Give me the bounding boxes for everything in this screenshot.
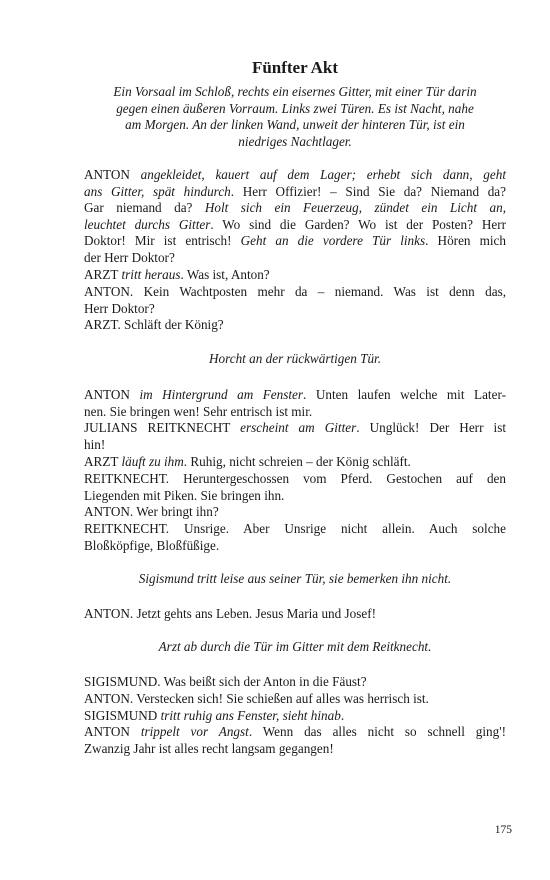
stage-note: Holt sich ein Feuerzeug, zündet ein Licht an, [204, 200, 506, 216]
speech: . Herr Offizier! – Sind Sie da? Niemand da? [230, 183, 506, 199]
stage-direction-2 [84, 351, 506, 368]
text-line: Liegenden mit Piken. Sie bringen ihn. [84, 487, 285, 503]
speech: . Unten laufen welche mit Later- [303, 387, 506, 402]
dialogue-sigismund-1 [84, 674, 506, 691]
speech: . [340, 708, 345, 723]
stage-note: leuchtet durchs Gitter [84, 216, 211, 232]
text-line [84, 708, 506, 725]
stage-note: trippelt vor Angst [140, 724, 249, 739]
text-line [84, 200, 506, 217]
speaker: ARZT [84, 454, 122, 469]
text-line [84, 233, 506, 250]
speech: . Wenn das alles nicht so schnell ging'! [248, 724, 506, 739]
text-line [84, 217, 506, 234]
text-line [84, 167, 506, 184]
speaker: ARZT [84, 267, 122, 282]
stage-line: niedriges Nachtlager. [238, 133, 352, 149]
dialogue-anton-6 [84, 691, 506, 708]
text-line: ANTON. Wer bringt ihn? [84, 504, 219, 519]
text-line: ANTON. Verstecken sich! Sie schießen auf alles was herrisch ist. [84, 691, 429, 706]
stage-line: gegen einen äußeren Vorraum. Links zwei Türen. Es ist Nacht, nahe [116, 100, 474, 116]
text-line [84, 724, 506, 741]
stage-note: im Hintergrund am Fenster [139, 387, 304, 402]
speaker: JULIANS REITKNECHT [84, 420, 241, 435]
dialogue-sigismund-2 [84, 708, 506, 725]
dialogue-arzt-3 [84, 454, 506, 471]
speech: . Hören mich [425, 233, 506, 249]
dialogue-anton-4 [84, 504, 506, 521]
stage-note: angekleidet, kauert auf dem Lager; erhebt sich dann, geht [140, 167, 506, 182]
speech: . Wo sind die Garden? Wo ist der Posten? Herr [210, 216, 506, 232]
text-line: SIGISMUND. Was beißt sich der Anton in die Fäust? [84, 674, 367, 689]
stage-note: ans Gitter, spät hindurch [84, 183, 231, 199]
text-line: ARZT. Schläft der König? [84, 317, 224, 332]
text-line: Zwanzig Jahr ist alles recht langsam gegangen! [84, 740, 334, 756]
dialogue-arzt-2 [84, 317, 506, 334]
text-line: REITKNECHT. Unsrige. Aber Unsrige nicht allein. Auch solche [84, 521, 506, 536]
speech: . Unglück! Der Herr ist [356, 420, 506, 435]
stage-direction-4 [84, 639, 506, 656]
dialogue-anton-5 [84, 606, 506, 623]
stage-line: Sigismund tritt leise aus seiner Tür, sie bemerken ihn nicht. [138, 571, 452, 586]
act-heading: Fünfter Akt [251, 58, 339, 77]
stage-note: erscheint am Gitter [240, 420, 357, 435]
stage-line: Horcht an der rückwärtigen Tür. [208, 351, 382, 366]
stage-note: Geht an die vordere Tür links [240, 233, 426, 249]
dialogue-reitknecht-2 [84, 471, 506, 504]
text-line: der Herr Doktor? [84, 249, 175, 265]
speech: Gar niemand da? [84, 200, 205, 216]
stage-direction-3 [84, 571, 506, 588]
stage-line: Ein Vorsaal im Schloß, rechts ein eisernes Gitter, mit einer Tür darin [113, 84, 477, 99]
speech: . Was ist, Anton? [180, 267, 270, 282]
dialogue-anton-2 [84, 284, 506, 317]
text-line: ANTON. Kein Wachtposten mehr da – niemand. Was ist denn das, [84, 284, 506, 299]
text-line: hin! [84, 436, 106, 452]
speech: Doktor! Mir ist entrisch! [84, 233, 241, 249]
speaker: ANTON [84, 387, 140, 402]
dialogue-anton-7 [84, 724, 506, 757]
dialogue-anton-1 [84, 167, 506, 267]
stage-direction-intro [84, 84, 506, 150]
dialogue-reitknecht-3 [84, 521, 506, 554]
speaker: ANTON [84, 724, 141, 739]
dialogue-arzt-1 [84, 267, 506, 284]
speaker: ANTON [84, 167, 141, 182]
text-line [84, 420, 506, 437]
text-line [84, 184, 506, 201]
text-line: Herr Doktor? [84, 300, 155, 316]
text-line [84, 454, 506, 471]
text-line: Bloßköpfige, Bloßfüßige. [84, 537, 220, 553]
dialogue-anton-3 [84, 387, 506, 420]
text-line: REITKNECHT. Heruntergeschossen vom Pferd. Gestochen auf den [84, 471, 506, 486]
page-number: 175 [494, 824, 512, 836]
text-line [84, 267, 506, 284]
speaker: SIGISMUND [84, 708, 161, 723]
stage-line: Arzt ab durch die Tür im Gitter mit dem Reitknecht. [158, 639, 432, 654]
speech: . Ruhig, nicht schreien – der König schläft. [183, 454, 411, 469]
text-line: nen. Sie bringen wen! Sehr entrisch ist mir. [84, 403, 313, 419]
stage-note: läuft zu ihm [121, 454, 184, 469]
stage-note: tritt heraus [121, 267, 181, 282]
text-line: ANTON. Jetzt gehts ans Leben. Jesus Maria und Josef! [84, 606, 377, 621]
text-line [84, 387, 506, 404]
stage-line: am Morgen. An der linken Wand, unweit der hinteren Tür, ist ein [125, 117, 465, 133]
dialogue-reitknecht-1 [84, 420, 506, 453]
stage-note: tritt ruhig ans Fenster, sieht hinab [160, 708, 341, 723]
